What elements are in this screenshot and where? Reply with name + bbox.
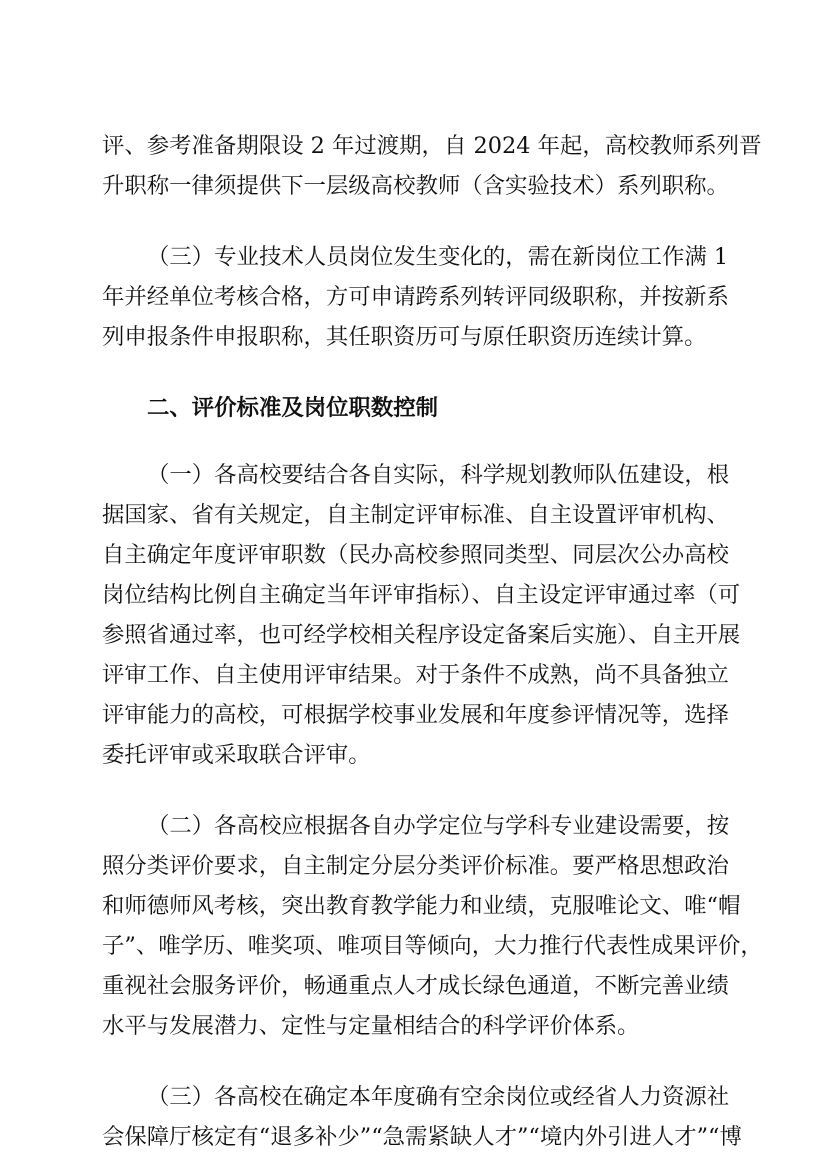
body-line: 评审工作、自主使用评审结果。对于条件不成熟，尚不具备独立 — [102, 662, 729, 688]
body-line: 据国家、省有关规定，自主制定评审标准、自主设置评审机构、 — [102, 502, 729, 528]
body-line: 照分类评价要求，自主制定分层分类评价标准。要严格思想政治 — [102, 853, 729, 879]
body-line: 子”、唯学历、唯奖项、唯项目等倾向，大力推行代表性成果评价， — [102, 933, 763, 959]
body-line: 岗位结构比例自主确定当年评审指标）、自主设定评审通过率（可 — [102, 582, 741, 608]
body-line: 评审能力的高校，可根据学校事业发展和年度参评情况等，选择 — [102, 702, 729, 728]
body-line: 委托评审或采取联合评审。 — [102, 742, 371, 768]
body-line: 会保障厅核定有“退多补少”“急需紧缺人才”“境内外引进人才”“博 — [102, 1124, 742, 1150]
body-line: 水平与发展潜力、定性与定量相结合的科学评价体系。 — [102, 1013, 640, 1039]
body-line: 和师德师风考核，突出教育教学能力和业绩，克服唯论文、唯“帽 — [102, 893, 741, 919]
body-line: 参照省通过率，也可经学校相关程序设定备案后实施）、自主开展 — [102, 622, 741, 648]
body-line: （二）各高校应根据各自办学定位与学科专业建设需要，按 — [147, 813, 730, 839]
body-line: 重视社会服务评价，畅通重点人才成长绿色通道，不断完善业绩 — [102, 973, 729, 999]
section-heading: 二、评价标准及岗位职数控制 — [147, 395, 439, 421]
body-line: 列申报条件申报职称，其任职资历可与原任职资历连续计算。 — [102, 324, 707, 350]
body-line: （三）各高校在确定本年度确有空余岗位或经省人力资源社 — [147, 1084, 730, 1110]
body-line: （三）专业技术人员岗位发生变化的，需在新岗位工作满 1 — [147, 244, 729, 270]
body-line: 自主确定年度评审职数（民办高校参照同类型、同层次公办高校 — [102, 542, 729, 568]
body-line: 升职称一律须提供下一层级高校教师（含实验技术）系列职称。 — [102, 173, 729, 199]
body-line: 年并经单位考核合格，方可申请跨系列转评同级职称，并按新系 — [102, 284, 729, 310]
body-line: （一）各高校要结合各自实际，科学规划教师队伍建设，根 — [147, 462, 730, 488]
body-line: 评、参考准备期限设 2 年过渡期，自 2024 年起，高校教师系列晋 — [102, 133, 762, 159]
